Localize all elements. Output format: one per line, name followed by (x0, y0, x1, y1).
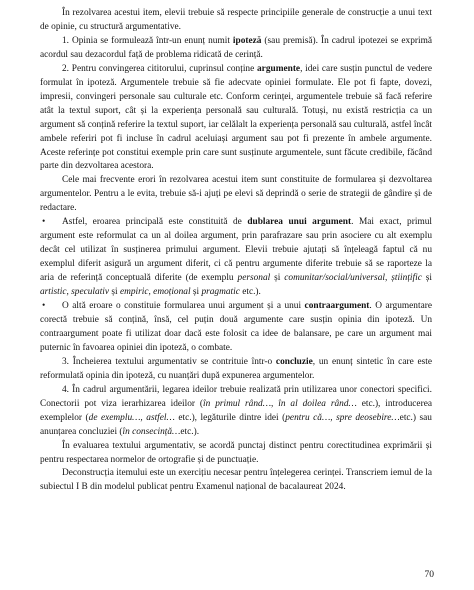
paragraph-point-3: 3. Încheierea textului argumentativ se contrituie într-o concluzie, un enunț sintetic în care este reformulată opinia din ipoteză, cu nuanțări după expunerea argumentelor. (40, 356, 432, 381)
term-dublarea-argument: dublarea unui argument (247, 217, 352, 228)
bullet-item-contraargument: • O altă eroare o constituie formularea unui argument și a unui contraargument. O argumentare corectă trebuie să conțină, însă, cel puțin două argumente care susțin opinia din ipoteză. Un contraargument poate fi utilizat doar dacă este folosit ca idee de balansare, pe care un argument mai puternic în favoarea opiniei din ipoteză, o combate. (40, 301, 432, 353)
page-number: 70 (424, 570, 434, 580)
paragraph-deconstruction: Deconstrucția itemului este un exercițiu necesar pentru înțelegerea cerinței. Transcriem iemul de la subiectul I B din modelul publicat pentru Examenul național de bacalaureat 2024. (40, 468, 432, 493)
term-ipoteza: ipoteză (232, 35, 262, 46)
term-argumente: argumente (257, 63, 301, 74)
paragraph-intro: În rezolvarea acestui item, elevii trebuie să respecte principiile generale de construcție a unui text de opinie, cu structură argumentative. (40, 8, 432, 32)
paragraph-errors: Cele mai frecvente erori în rezolvarea acestui item sunt constituite de formularea și dezvoltarea argumentelor. Pentru a le evita, trebuie să-i ajuți pe elevi să deprindă o serie de strategii de gândire și de redactare. (40, 175, 432, 214)
paragraph-point-4: 4. În cadrul argumentării, legarea ideilor trebuie realizată prin utilizarea unor conectori specifici. Conectorii pot viza ierarhizarea ideilor (în primul rând…, în al doilea rând… etc.), introducerea exemplelor (de exemplu…, astfel… etc.), legăturile dintre idei (pentru că…, spre deosebire…etc.) sau anunțarea concluziei (în consecință…etc.). (40, 384, 432, 437)
paragraph-evaluation: În evaluarea textului argumentativ, se acordă punctaj distinct pentru corectitudinea exprimării și pentru respectarea normelor de ortografie și de punctuație. (40, 440, 432, 465)
bullet-item-dublare: • Astfel, eroarea principală este constituită de dublarea unui argument. Mai exact, primul argument este reformulat ca un al doilea argument, prin parafrazare sau prin asociere cu alt exemplu decât cel utilizat în susținerea primului argument. Elevii trebuie ajutați să înțeleagă faptul că nu exemplul diferit asigură un argument diferit, ci că pentru argumente diferite trebuie să se raporteze la aria de referință conceptuală diferite (de exemplu personal și comunitar/social/universal, științific și artistic, speculativ și empiric, emoțional și pragmatic etc.). (40, 217, 432, 298)
bullet-icon: • (42, 217, 46, 228)
term-concluzie: concluzie (275, 356, 313, 367)
paragraph-point-1: 1. Opinia se formulează într-un enunț numit ipoteză (sau premisă). În cadrul ipotezei se exprimă acordul sau dezacordul față de problema ridicată de cerință. (40, 35, 432, 60)
paragraph-point-2: 2. Pentru convingerea cititorului, cuprinsul conține argumente, idei care susțin punctul de vedere formulat în ipoteză. Argumentele trebuie să fie adecvate opiniei formulate. Ele pot fi fapte, dovezi, impresii, convingeri personale sau culturale etc. Conform cerinței, argumentele trebuie să facă referire atât la textul suport, cât și la experiența personală sau culturală. Totuși, nu există restricția ca un argument să conțină referire la textul suport, iar celălalt la experiența personală sau culturală, astfel încât ambele referiri pot fi incluse în cadrul aceluiași argument sau pot fi prezente în ambele argumente. Aceste referințe pot constitui exemple prin care sunt susținute argumentele, sunt făcute credibile, făcând parte din dezvoltarea acestora. (40, 63, 432, 172)
bullet-icon: • (42, 301, 46, 312)
term-contraargument: contraargument (304, 301, 370, 312)
